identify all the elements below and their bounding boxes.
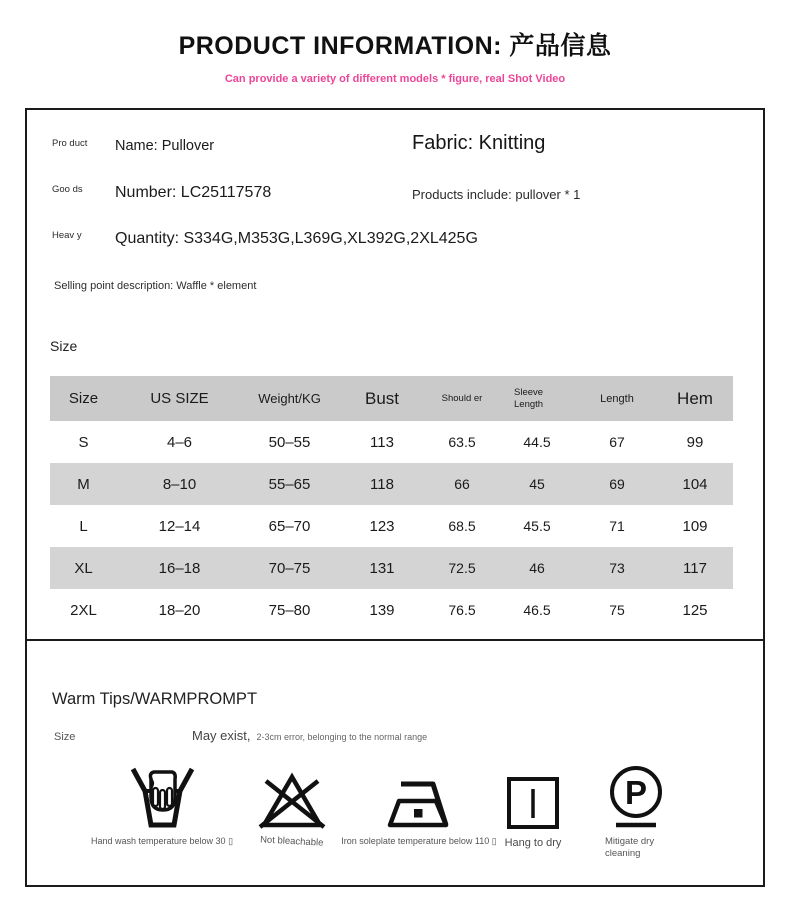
care-label-hang-dry: Hang to dry [504,837,562,849]
cell: 139 [369,601,395,619]
warm-tips-heading: Warm Tips/WARMPROMPT [52,690,258,708]
cell: 76.5 [448,602,476,618]
cell: 68.5 [448,518,476,534]
cell: 118 [370,475,394,493]
cell: 50–55 [268,433,311,451]
col-header-us-size: US SIZE [150,390,209,407]
cell: 69 [609,476,625,492]
cell: 4–6 [166,433,193,451]
products-include: Products include: pullover * 1 [412,187,581,202]
col-header-sleeve-length [497,376,577,421]
cell: 70–75 [268,559,311,577]
product-name: Name: Pullover [115,138,215,154]
col-header-bust: Bust [364,388,400,408]
section-divider [27,639,763,641]
cell: 71 [609,518,625,534]
cell: M [77,475,90,493]
care-label-dry-clean: Mitigate dry cleaning [605,836,655,860]
col-header-size: Size [68,390,99,407]
page-title: PRODUCT INFORMATION: 产品信息 [178,32,612,60]
cell: 75 [609,602,625,618]
cell: 109 [682,517,708,535]
cell: 8–10 [162,475,197,493]
tips-note-main: May exist, [192,728,251,743]
col-header-weight: Weight/KG [258,391,321,406]
cell: 44.5 [523,434,551,450]
cell: S [78,433,89,451]
col-header-sleeve-text: Sleeve Length [514,386,544,410]
cell: XL [74,559,93,577]
selling-point-text: Selling point description: Waffle * element [54,280,257,292]
info-label-product: Pro duct [52,138,88,149]
info-label-goods: Goo ds [52,184,83,195]
cell: 117 [683,559,707,577]
table-row-2xl [50,589,733,631]
cell: 125 [682,601,708,619]
tips-note-small: 2-3cm error, belonging to the normal range [256,732,428,742]
quantity-value: Quantity: S334G,M353G,L369G,XL392G,2XL425G [115,230,478,247]
cell: 104 [682,475,708,493]
do-not-bleach-icon [257,758,327,830]
size-section-label: Size [50,338,78,354]
cell: 2XL [70,601,97,619]
cell: 99 [686,433,704,451]
cell: 113 [370,433,394,451]
cell: 75–80 [268,601,311,619]
cell: 72.5 [448,560,476,576]
cell: 73 [609,560,625,576]
table-row-l [50,505,733,547]
table-row-s [50,421,733,463]
col-header-hem: Hem [677,388,713,408]
hand-wash-icon [124,758,200,830]
table-row-m [50,463,733,505]
cell: 63.5 [448,434,476,450]
dry-clean-gentle-icon [606,758,666,830]
cell: 65–70 [268,517,311,535]
product-info-box [25,108,765,887]
size-table [50,376,733,631]
cell: 67 [609,434,625,450]
care-item-dry-clean [551,758,721,861]
svg-text:P: P [624,774,648,811]
cell: 66 [454,476,470,492]
col-header-shoulder [427,376,497,421]
cell: 45.5 [523,518,551,534]
page-subtitle: Can provide a variety of different models * figure, real Shot Video [224,73,566,85]
iron-low-temp-icon [384,758,454,830]
care-label-no-bleach: Not bleachable [260,834,324,849]
tips-note [192,728,427,743]
care-label-hand-wash: Hand wash temperature below 30 ▯ [90,836,234,846]
goods-number: Number: LC25117578 [115,184,272,201]
cell: 16–18 [158,559,201,577]
tips-size-label: Size [54,731,76,743]
cell: 12–14 [158,517,201,535]
info-label-heavy: Heav y [52,230,82,241]
care-label-iron: Iron soleplate temperature below 110 ▯ [341,836,497,846]
cell: 131 [369,559,395,577]
col-header-shoulder-text: Should er [441,392,483,404]
cell: 18–20 [158,601,201,619]
size-table-header-row [50,376,733,421]
cell: 55–65 [268,475,311,493]
col-header-length: Length [600,392,634,405]
cell: L [79,517,88,535]
cell: 46 [529,560,545,576]
fabric-value: Fabric: Knitting [412,132,546,154]
cell: 46.5 [523,602,551,618]
cell: 45 [529,476,545,492]
table-row-xl [50,547,733,589]
cell: 123 [369,517,395,535]
